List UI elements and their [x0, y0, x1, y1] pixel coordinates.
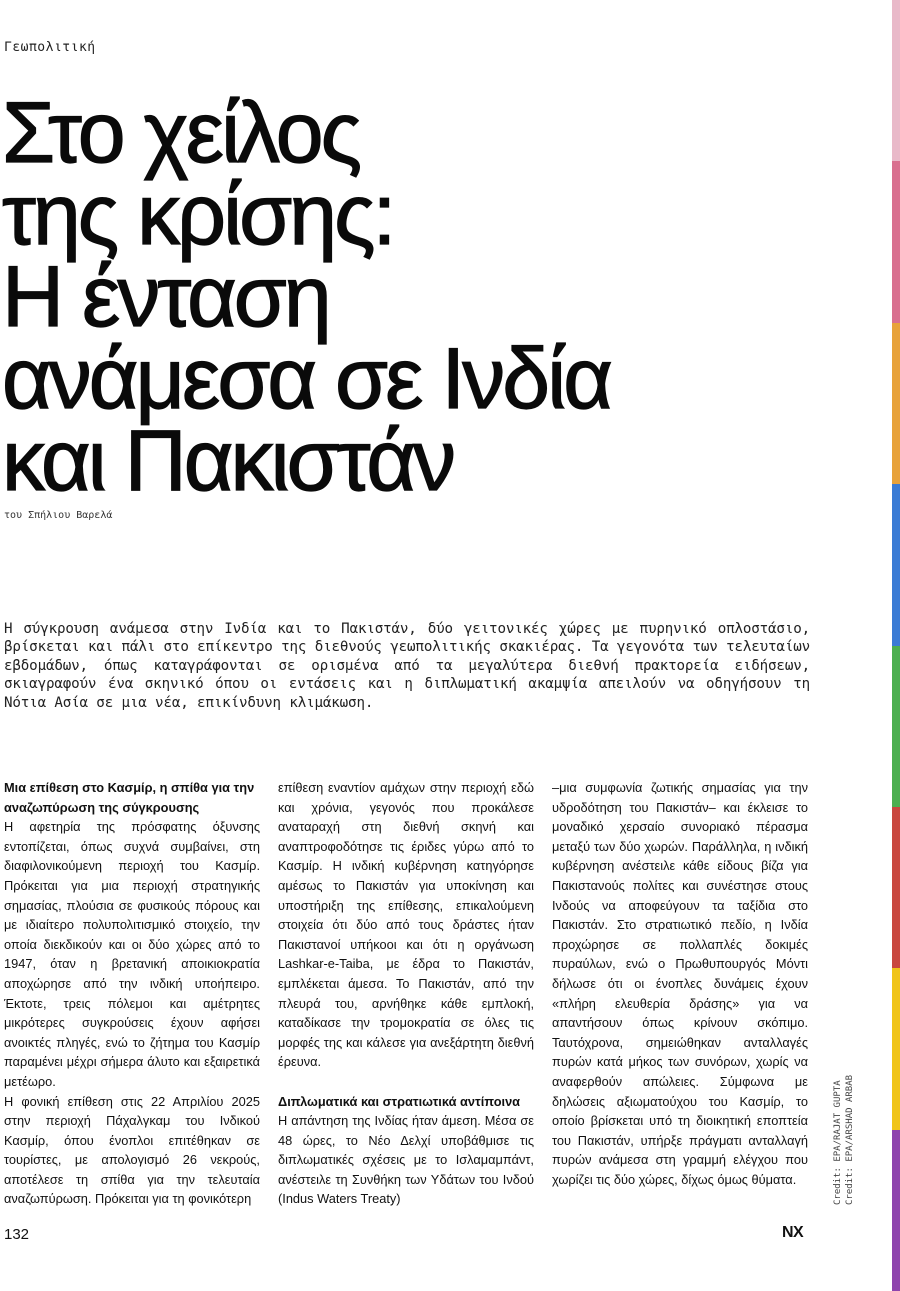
column-3: [552, 778, 808, 1189]
byline: του Σπήλιου Βαρελά: [4, 510, 113, 521]
body-paragraph: επίθεση εναντίον αμάχων στην περιοχή εδώ και χρόνια, γεγονός που προκάλεσε αναταραχή στη διεθνή σκηνή και αναπτροφοδότησε τις έριδες γύρω από το Κασμίρ. Η ινδική κυβέρνηση κατηγόρησε αμέσως το Πακιστάν για υποκίνηση και υποστήριξη της επίθεσης, επικαλούμενη στοιχεία ότι δύο από τους δράστες ήταν Πακιστανοί υπήκοοι και ότι η οργάνωση Lashkar-e-Taiba, με έδρα το Πακιστάν, εμπλέκεται άμεσα. Το Πακιστάν, από την πλευρά του, αρνήθηκε κάθε εμπλοκή, καταδίκασε την τρομοκρατία σε όλες τις μορφές της και κάλεσε για ανεξάρτητη διεθνή έρευνα.: [278, 780, 534, 1070]
photo-credit: Credit: EPA/RAJAT GUPTA: [833, 1080, 843, 1205]
lead-paragraph: Η σύγκρουση ανάμεσα στην Ινδία και το Πακιστάν, δύο γειτονικές χώρες με πυρηνικό οπλοστάσιο, βρίσκεται και πάλι στο επίκεντρο της διεθνούς γεωπολιτικής σκακιέρας. Τα γεγονότα των τελευταίων εβδομάδων, όπως καταγράφονται σε ορισμένα από τα μεγαλύτερα διεθνή πρακτορεία ειδήσεων, σκιαγραφούν ένα σκηνικό όπου οι εντάσεις και η διπλωματική ακαμψία απειλούν να οδηγήσουν τη Νότια Ασία σε μια νέα, επικίνδυνη κλιμάκωση.: [4, 621, 810, 711]
section-label: Γεωπολιτική: [4, 40, 96, 55]
paragraph-gap: [278, 1072, 534, 1092]
edge-color-segment: [892, 484, 900, 645]
title-line: ανάμεσα σε Ινδία: [2, 331, 610, 427]
column-2: [278, 778, 534, 1209]
edge-color-segment: [892, 1130, 900, 1291]
edge-color-segment: [892, 807, 900, 968]
edge-color-segment: [892, 161, 900, 322]
article-title: [2, 85, 862, 509]
edge-color-segment: [892, 646, 900, 807]
edge-color-segment: [892, 968, 900, 1129]
body-paragraph: Η αφετηρία της πρόσφατης όξυνσης εντοπίζεται, όπως συχνά συμβαίνει, στη διαφιλονικούμενη περιοχή του Κασμίρ. Πρόκειται για μια περιοχή στρατηγικής σημασίας, πλούσια σε φυσικούς πόρους και με ιδιαίτερο πολυπολιτισμικό στοιχείο, την οποία διεκδικούν και οι δύο χώρες από το 1947, όταν η βρετανική αποικιοκρατία αποχώρησε από την ινδική υποήπειρο. Έκτοτε, τρεις πόλεμοι και αμέτρητες μικρότερες συγκρούσεις έχουν αφήσει ανοικτές πληγές, ενώ το ζήτημα του Κασμίρ παραμένει μέχρι σήμερα άλυτο και εξαιρετικά μετέωρο.: [4, 819, 260, 1089]
edge-color-segment: [892, 323, 900, 484]
photo-credits: [832, 1075, 856, 1205]
magazine-logo: NX: [782, 1224, 804, 1241]
title-line: Στο χείλος: [2, 85, 360, 181]
subheading: Διπλωματικά και στρατιωτικά αντίποινα: [278, 1093, 521, 1109]
column-1: [4, 778, 260, 1209]
title-line: Η ένταση: [2, 249, 329, 345]
photo-credit: Credit: EPA/ARSHAD ARBAB: [845, 1074, 855, 1205]
title-line: και Πακιστάν: [2, 413, 454, 509]
body-paragraph: Η φονική επίθεση στις 22 Απριλίου 2025 στην περιοχή Πάχαλγκαμ του Ινδικού Κασμίρ, όπου ένοπλοι επιτέθηκαν σε τουρίστες, με απολογισμό 26 νεκρούς, αποτέλεσε τη σπίθα για την τελευταία αναζωπύρωση. Πρόκειται για τη φονικότερη: [4, 1093, 260, 1207]
page-number: 132: [4, 1226, 30, 1243]
subheading: Μια επίθεση στο Κασμίρ, η σπίθα για την αναζωπύρωση της σύγκρουσης: [4, 780, 255, 815]
page-edge-color-strip: [892, 0, 900, 1291]
edge-color-segment: [892, 0, 900, 161]
title-line: της κρίσης:: [2, 167, 394, 263]
body-paragraph: –μια συμφωνία ζωτικής σημασίας για την υδροδότηση του Πακιστάν– και έκλεισε το μοναδικό χερσαίο συνοριακό πέρασμα μεταξύ των δύο χωρών. Παράλληλα, η ινδική κυβέρνηση ανέστειλε κάθε είδους βίζα για Πακιστανούς πολίτες και συνέστησε στους Ινδούς να αποφεύγουν τα ταξίδια στο Πακιστάν. Στο στρατιωτικό πεδίο, η Ινδία προχώρησε σε πολλαπλές δοκιμές πυραύλων, ενώ ο Πρωθυπουργός Μόντι δήλωσε ότι οι ένοπλες δυνάμεις έχουν «πλήρη ελευθερία δράσης» για να απαντήσουν όπως κρίνουν σκόπιμο. Ταυτόχρονα, σημειώθηκαν ανταλλαγές πυρών κατά μήκος των συνόρων, χωρίς να αναφερθούν απώλειες. Σύμφωνα με δηλώσεις αξιωματούχου του Κασμίρ, το οποίο βρίσκεται υπό τη διοικητική εποπτεία του Πακιστάν, υπήρξε πράγματι ανταλλαγή πυρών ανάμεσα στη γραμμή ελέγχου που χωρίζει τις δύο χώρες, δίχως όμως θύματα.: [552, 780, 808, 1187]
body-paragraph: Η απάντηση της Ινδίας ήταν άμεση. Μέσα σε 48 ώρες, το Νέο Δελχί υποβάθμισε τις διπλωματικές σχέσεις με το Ισλαμαμπάντ, ανέστειλε τη Συνθήκη των Υδάτων του Ινδού (Indus Waters Treaty): [278, 1113, 534, 1207]
